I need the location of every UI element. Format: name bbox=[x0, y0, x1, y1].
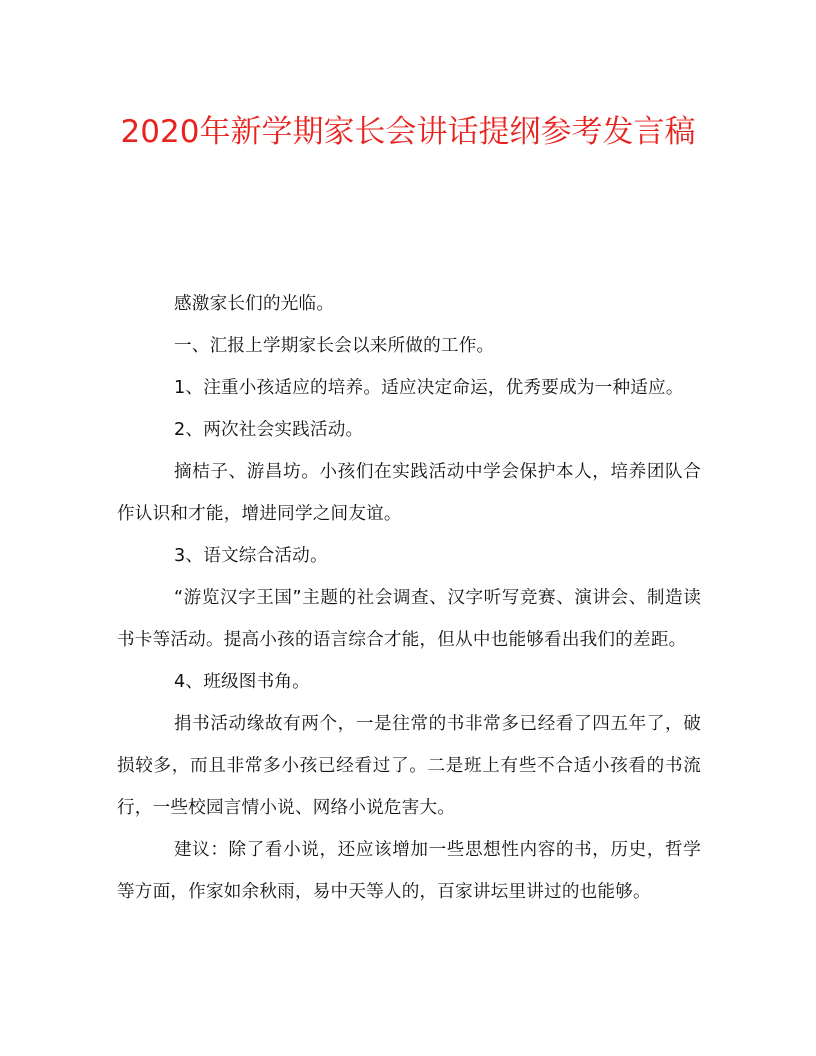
paragraph-section-1-heading: 一、汇报上学期家长会以来所做的工作。 bbox=[174, 336, 495, 356]
paragraph-suggestion: 建议：除了看小说，还应该增加一些思想性内容的书，历史，哲学等方面，作家如余秋雨，易中天等人的，百家讲坛里讲过的也能够。 bbox=[117, 840, 701, 902]
paragraph-item-3-detail: “游览汉字王国”主题的社会调查、汉字听写竞赛、演讲会、制造读书卡等活动。提高小孩的语言综合才能，但从中也能够看出我们的差距。 bbox=[117, 588, 701, 650]
paragraph-item-2-detail: 摘桔子、游昌坊。小孩们在实践活动中学会保护本人，培养团队合作认识和才能，增进同学之间友谊。 bbox=[117, 462, 701, 524]
paragraph-item-4: 4、班级图书角。 bbox=[174, 672, 310, 692]
paragraph-item-1: 1、注重小孩适应的培养。适应决定命运，优秀要成为一种适应。 bbox=[174, 378, 684, 398]
paragraph-item-4-detail: 捐书活动缘故有两个，一是往常的书非常多已经看了四五年了，破损较多，而且非常多小孩已经看过了。二是班上有些不合适小孩看的书流行，一些校园言情小说、网络小说危害大。 bbox=[117, 714, 701, 818]
paragraph-item-2: 2、两次社会实践活动。 bbox=[174, 420, 364, 440]
document-body bbox=[117, 283, 701, 913]
paragraph-thanks: 感激家长们的光临。 bbox=[174, 294, 335, 314]
paragraph-item-3: 3、语文综合活动。 bbox=[174, 546, 328, 566]
document-title: 2020年新学期家长会讲话提纲参考发言稿 bbox=[120, 114, 696, 150]
